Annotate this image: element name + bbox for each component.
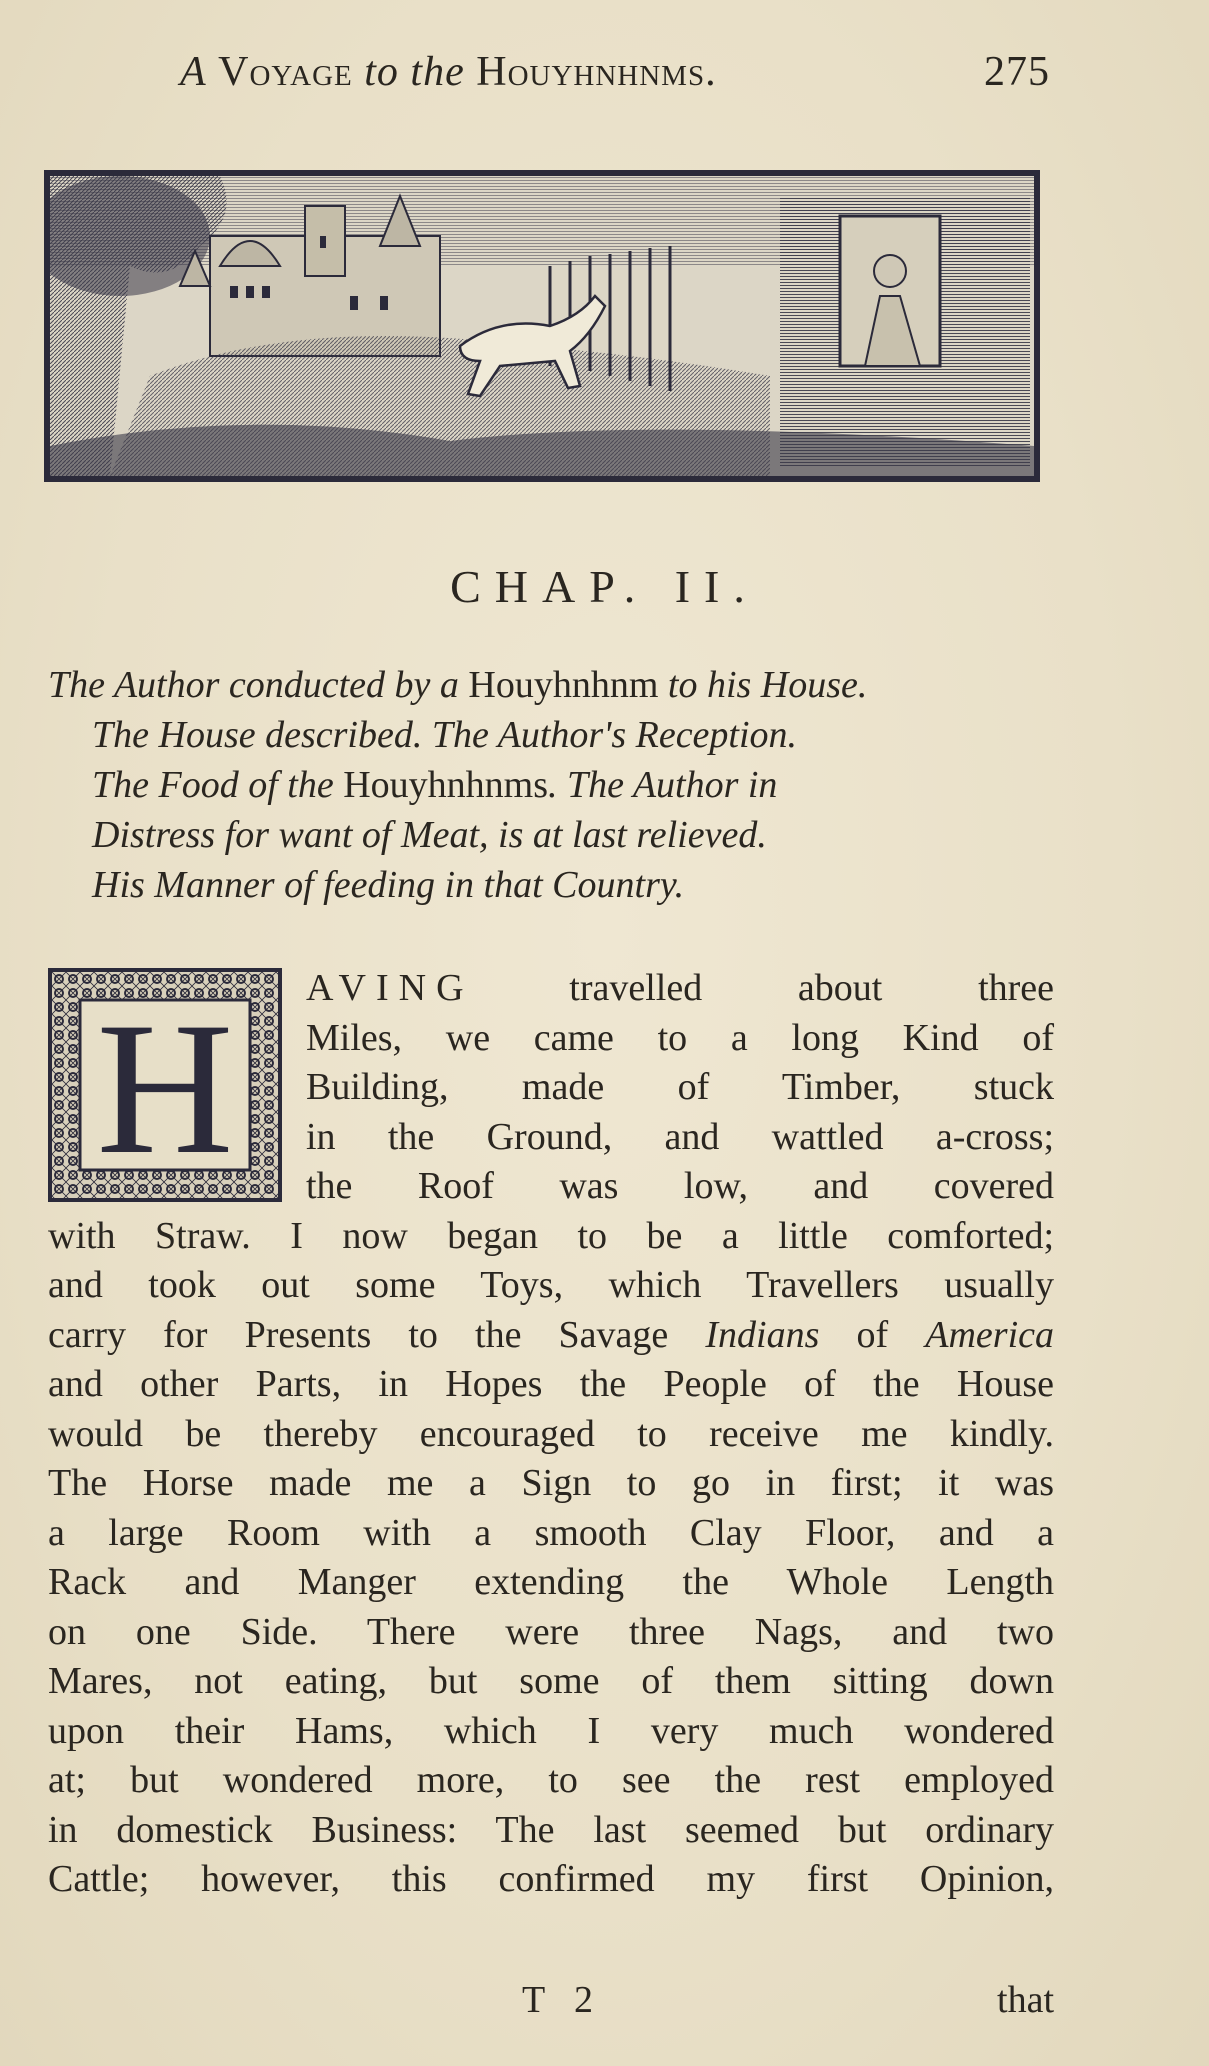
woodcut-illustration-icon [50,176,1034,476]
body-line: Cattle; however, this confirmed my first Opinion, [48,1858,1054,1900]
body-text [48,964,1054,1905]
chapter-title: CHAP. II. [450,561,759,612]
body-line: the Roof was low, and covered [306,1165,1054,1207]
summary-line: His Manner of feeding in that Country. [92,864,685,906]
body-line: AVING travelled about three [306,967,1055,1009]
summary-line: Distress for want of Meat, is at last relieved. [92,814,767,856]
body-line: on one Side. There were three Nags, and two [48,1610,1054,1653]
summary-line: The Author conducted by a Houyhnhnm to his House. [48,664,868,706]
running-title: A Voyage to the Houyhnhnms. [180,49,717,95]
body-line: Rack and Manger extending the Whole Length [48,1561,1054,1603]
body-line: carry for Presents to the Savage Indians of America [48,1313,1055,1356]
chapter-summary [48,660,1048,910]
body-line: and other Parts, in Hopes the People of the House [48,1363,1054,1405]
body-line: upon their Hams, which I very much wondered [48,1709,1054,1752]
body-line: would be thereby encouraged to receive me kindly. [48,1412,1054,1455]
body-line: The Horse made me a Sign to go in first; it was [48,1462,1054,1504]
summary-line: The Food of the Houyhnhnms. The Author in [92,764,778,806]
woodcut-illustration [44,170,1040,482]
svg-text:H: H [96,984,234,1194]
body-line: with Straw. I now began to be a little comforted; [48,1214,1054,1257]
body-line: in domestick Business: The last seemed but ordinary [48,1808,1054,1851]
summary-line: The House described. The Author's Reception. [92,714,798,756]
body-line: in the Ground, and wattled a-cross; [306,1115,1054,1158]
body-line: a large Room with a smooth Clay Floor, and a [48,1511,1054,1554]
page-footer [0,1978,1209,2028]
body-line: and took out some Toys, which Travellers usually [48,1264,1054,1306]
catchword: that [997,1979,1054,2021]
body-line: Building, made of Timber, stuck [306,1066,1054,1108]
signature-mark: T 2 [522,1979,604,2021]
body-line: Mares, not eating, but some of them sitting down [48,1660,1054,1702]
page-number: 275 [984,49,1050,95]
body-line: at; but wondered more, to see the rest employed [48,1759,1054,1801]
body-line: Miles, we came to a long Kind of [306,1016,1054,1059]
running-header [180,48,1050,96]
